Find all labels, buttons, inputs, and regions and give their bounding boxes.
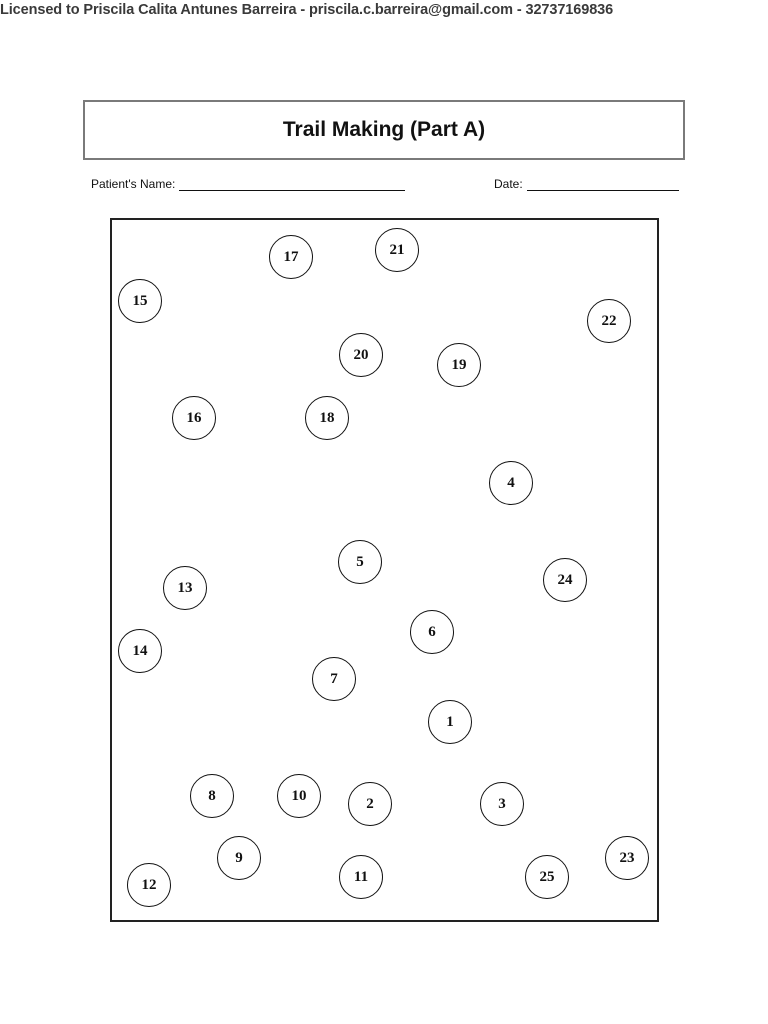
trail-circle-15[interactable]: 15 bbox=[118, 279, 162, 323]
trail-circle-19[interactable]: 19 bbox=[437, 343, 481, 387]
trail-circle-3[interactable]: 3 bbox=[480, 782, 524, 826]
trail-circle-24[interactable]: 24 bbox=[543, 558, 587, 602]
trail-circle-7[interactable]: 7 bbox=[312, 657, 356, 701]
trail-circle-8[interactable]: 8 bbox=[190, 774, 234, 818]
trail-circle-23[interactable]: 23 bbox=[605, 836, 649, 880]
trail-circle-20[interactable]: 20 bbox=[339, 333, 383, 377]
trail-circle-22[interactable]: 22 bbox=[587, 299, 631, 343]
patient-name-line[interactable] bbox=[179, 178, 405, 191]
license-watermark: Licensed to Priscila Calita Antunes Barreira - priscila.c.barreira@gmail.com - 32737169836 bbox=[0, 2, 614, 18]
trail-circle-5[interactable]: 5 bbox=[338, 540, 382, 584]
trail-circle-25[interactable]: 25 bbox=[525, 855, 569, 899]
patient-name-field[interactable] bbox=[91, 177, 405, 191]
trail-circle-16[interactable]: 16 bbox=[172, 396, 216, 440]
date-field[interactable] bbox=[494, 177, 679, 191]
trail-circle-13[interactable]: 13 bbox=[163, 566, 207, 610]
trail-circle-12[interactable]: 12 bbox=[127, 863, 171, 907]
trail-circle-11[interactable]: 11 bbox=[339, 855, 383, 899]
trail-circle-17[interactable]: 17 bbox=[269, 235, 313, 279]
trail-test-area[interactable] bbox=[110, 218, 659, 922]
trail-circle-18[interactable]: 18 bbox=[305, 396, 349, 440]
patient-name-label: Patient's Name: bbox=[91, 177, 176, 191]
trail-circle-14[interactable]: 14 bbox=[118, 629, 162, 673]
trail-circle-4[interactable]: 4 bbox=[489, 461, 533, 505]
date-line[interactable] bbox=[527, 178, 679, 191]
title-box bbox=[83, 100, 685, 160]
trail-circle-9[interactable]: 9 bbox=[217, 836, 261, 880]
trail-circle-2[interactable]: 2 bbox=[348, 782, 392, 826]
trail-circle-10[interactable]: 10 bbox=[277, 774, 321, 818]
page-title: Trail Making (Part A) bbox=[282, 118, 486, 141]
trail-circle-1[interactable]: 1 bbox=[428, 700, 472, 744]
date-label: Date: bbox=[494, 177, 523, 191]
trail-circle-6[interactable]: 6 bbox=[410, 610, 454, 654]
trail-circle-21[interactable]: 21 bbox=[375, 228, 419, 272]
